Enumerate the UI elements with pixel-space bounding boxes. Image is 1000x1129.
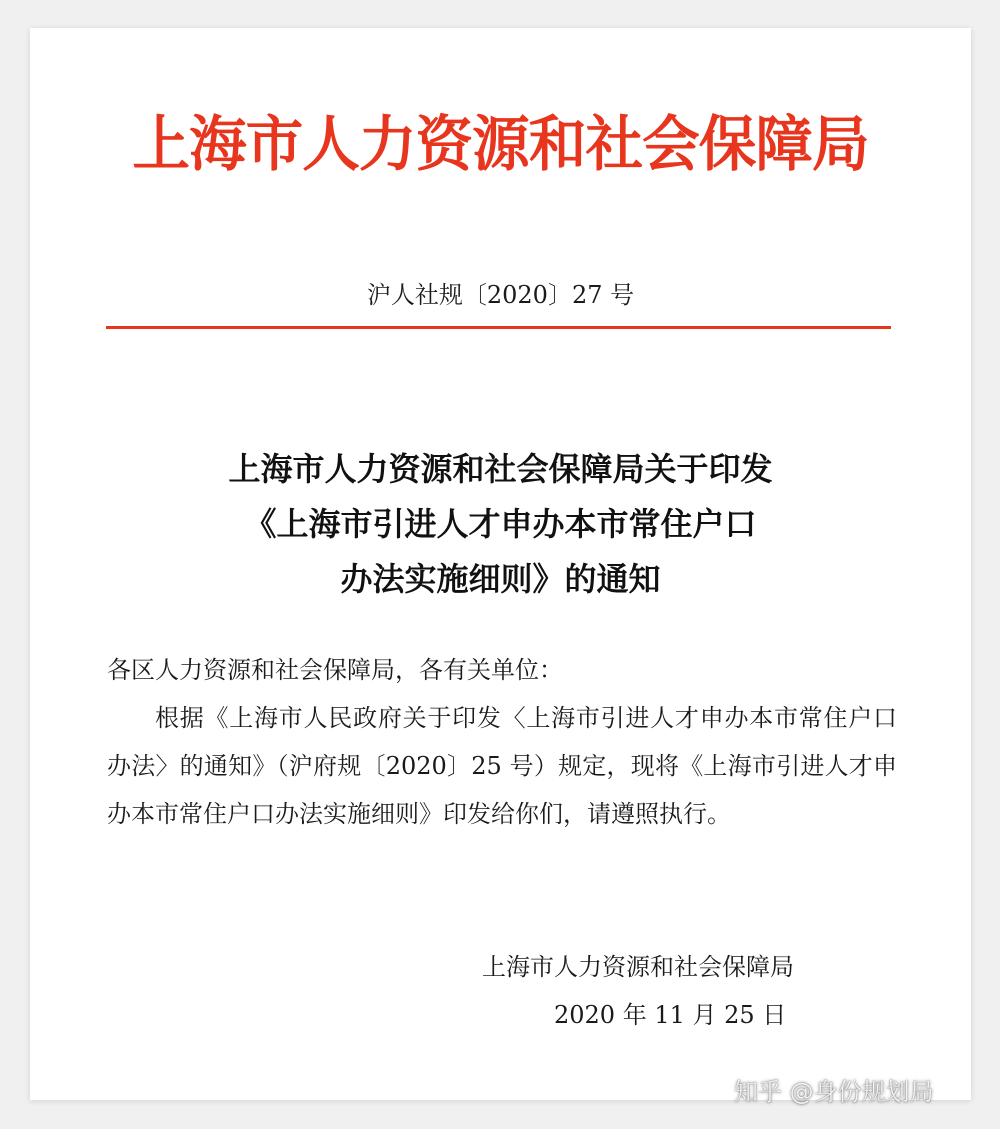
body-paragraph: 根据《上海市人民政府关于印发〈上海市引进人才申办本市常住户口办法〉的通知》（沪府规〔2020〕25 号）规定，现将《上海市引进人才申办本市常住户口办法实施细则》印发给你们，请遵照执行。 (107, 704, 897, 828)
notice-body (107, 646, 897, 838)
document-number: 沪人社规〔2020〕27 号 (366, 281, 635, 309)
signature-date: 2020 年 11 月 25 日 (554, 1001, 787, 1029)
watermark-text: 知乎 @身份规划局 (734, 1078, 934, 1106)
signature-block (480, 943, 860, 1039)
salutation: 各区人力资源和社会保障局，各有关单位： (107, 656, 563, 684)
signature-organization: 上海市人力资源和社会保障局 (482, 953, 794, 981)
notice-title-line: 《上海市引进人才申办本市常住户口 (244, 505, 757, 543)
red-divider (106, 326, 891, 329)
notice-title (30, 442, 971, 607)
notice-title-line: 上海市人力资源和社会保障局关于印发 (228, 450, 773, 488)
masthead-title: 上海市人力资源和社会保障局 (132, 110, 869, 180)
document-page (30, 28, 971, 1100)
notice-title-line: 办法实施细则》的通知 (340, 560, 661, 598)
